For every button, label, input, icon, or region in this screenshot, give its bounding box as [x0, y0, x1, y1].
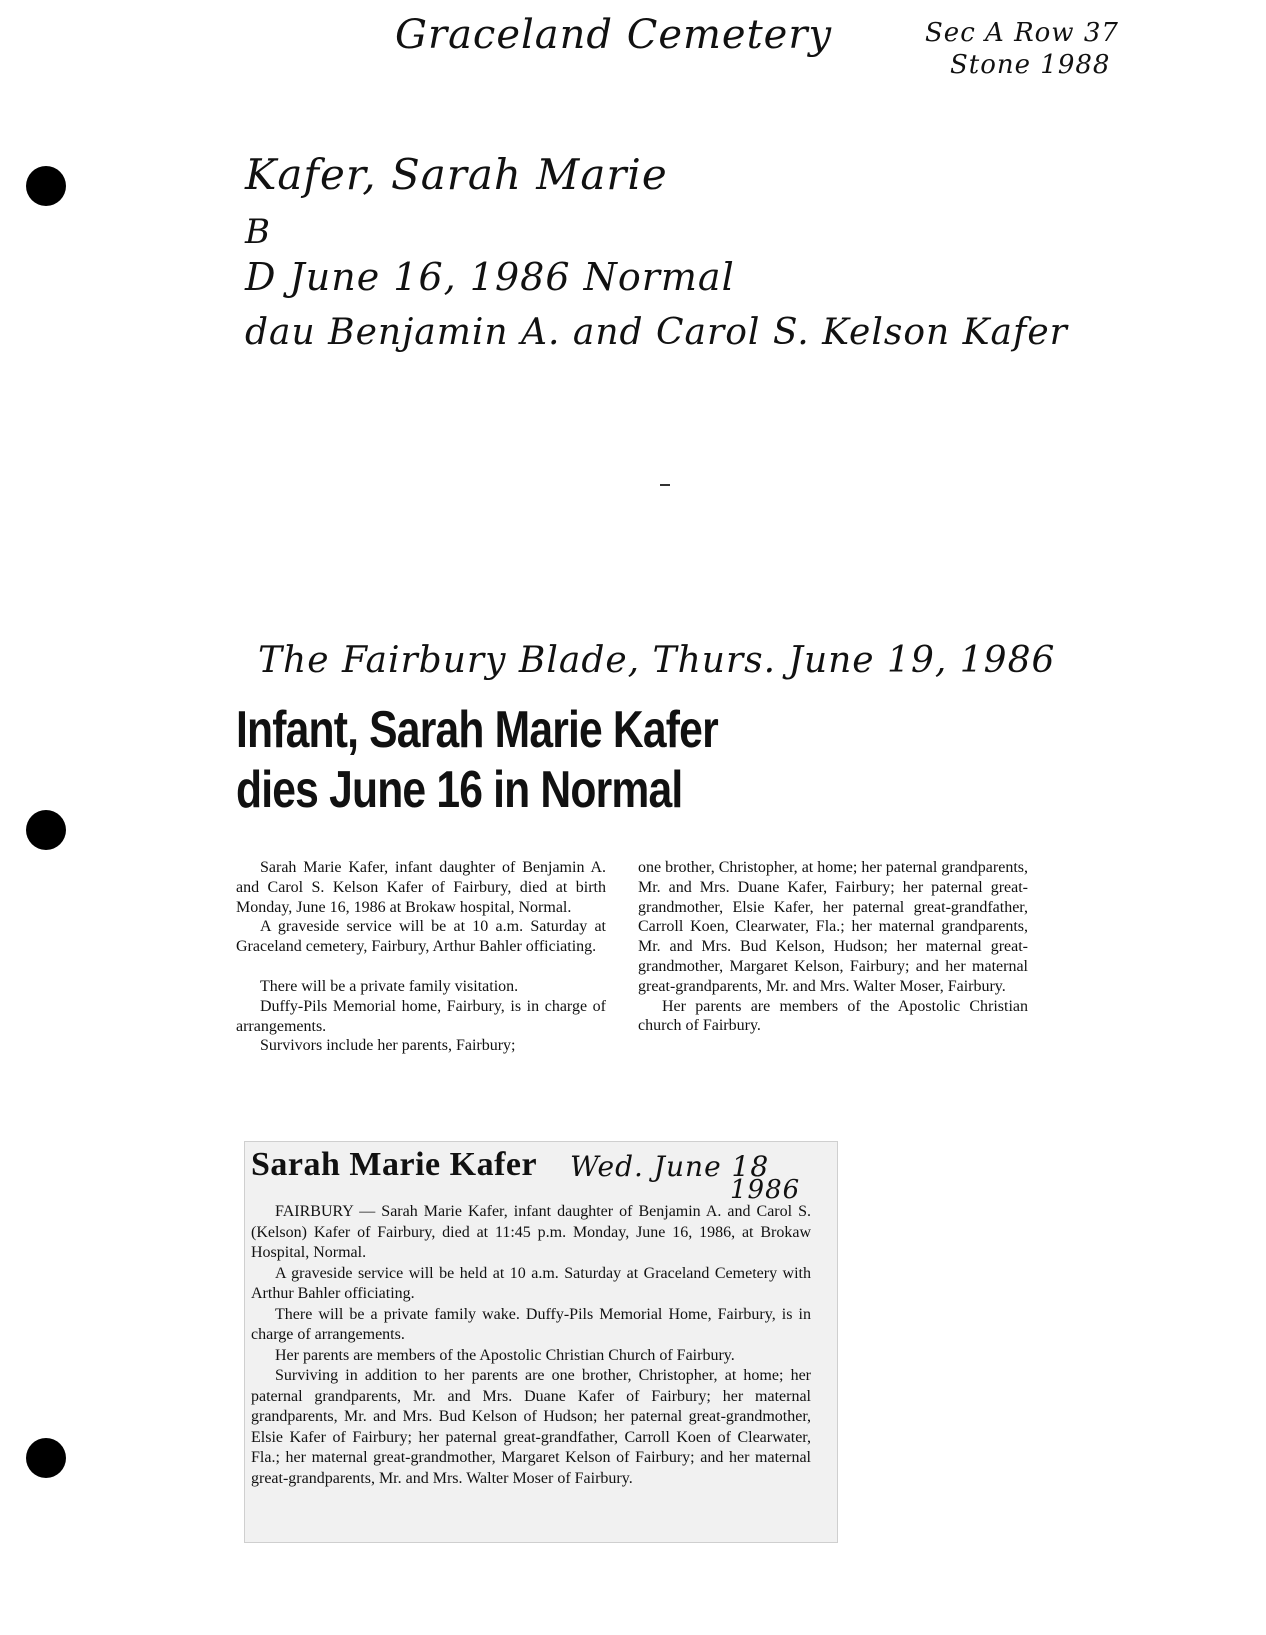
clipping-1-headline: [236, 700, 718, 820]
paragraph: Survivors include her parents, Fairbury;: [260, 1037, 516, 1055]
handwritten-plot-line2: Stone 1988: [950, 50, 1111, 80]
handwritten-source-1: The Fairbury Blade, Thurs. June 19, 1986: [258, 640, 1056, 681]
paragraph: Duffy-Pils Memorial home, Fairbury, is in charge of arrangements.: [236, 997, 606, 1035]
clipping-1-column-2: [638, 858, 1028, 1036]
binder-hole-middle: [26, 810, 66, 850]
paragraph: Her parents are members of the Apostolic Christian church of Fairbury.: [638, 997, 1028, 1035]
clipping-2-headline: Sarah Marie Kafer: [251, 1146, 538, 1183]
handwritten-name: Kafer, Sarah Marie: [245, 150, 668, 199]
paragraph: A graveside service will be at 10 a.m. Saturday at Graceland cemetery, Fairbury, Arthur Bahler officiating.: [236, 918, 606, 956]
paragraph: There will be a private family visitation.: [260, 977, 519, 995]
handwritten-source-2-day: Wed. June 18: [570, 1150, 770, 1183]
paragraph: FAIRBURY — Sarah Marie Kafer, infant daughter of Benjamin A. and Carol S. (Kelson) Kafer of Fairbury, died at 11:45 p.m. Monday, June 16, 1986, at Brokaw Hospital, Normal.: [251, 1203, 811, 1261]
paragraph: There will be a private family wake. Duffy-Pils Memorial Home, Fairbury, is in charge of arrangements.: [251, 1305, 811, 1343]
paragraph: one brother, Christopher, at home; her paternal grandparents, Mr. and Mrs. Duane Kafer, Fairbury; her paternal great-grandmother, Elsie Kafer, her paternal great-grandfather, Carroll Koen, Clearwater, Fla.; her maternal grandparents, Mr. and Mrs. Bud Kelson, Hudson; her maternal great-grandmother, Margaret Kelson, Fairbury; and her maternal great-grandparents, Mr. and Mrs. Walter Moser, Fairbury.: [638, 859, 1028, 995]
paragraph: Sarah Marie Kafer, infant daughter of Benjamin A. and Carol S. Kelson Kafer of Fairbury, died at birth Monday, June 16, 1986 at Brokaw hospital, Normal.: [236, 859, 606, 916]
handwritten-death: D June 16, 1986 Normal: [245, 255, 735, 299]
handwritten-plot-line1: Sec A Row 37: [925, 18, 1119, 48]
clipping-1-column-1: [236, 858, 606, 1056]
paragraph: Surviving in addition to her parents are one brother, Christopher, at home; her paternal grandparents, Mr. and Mrs. Duane Kafer of Fairbury; her maternal grandparents, Mr. and Mrs. Bud Kelson of Hudson; her paternal great-grandmother, Elsie Kafer of Fairbury; her paternal great-grandfather, Carroll Koen of Clearwater, Fla.; her maternal great-grandmother, Margaret Kelson of Fairbury; and her maternal great-grandparents, Mr. and Mrs. Walter Moser of Fairbury.: [251, 1367, 811, 1487]
obituary-clipping-1: [228, 640, 1048, 1120]
binder-hole-bottom: [26, 1438, 66, 1478]
handwritten-source-2-year: 1986: [730, 1175, 801, 1205]
paragraph: A graveside service will be held at 10 a.m. Saturday at Graceland Cemetery with Arthur Bahler officiating.: [251, 1264, 811, 1302]
handwritten-parents: dau Benjamin A. and Carol S. Kelson Kafer: [245, 312, 1068, 353]
stray-mark: [660, 484, 670, 486]
headline-line-1: Infant, Sarah Marie Kafer: [236, 701, 718, 759]
clipping-2-body: [251, 1202, 811, 1489]
headline-line-2: dies June 16 in Normal: [236, 761, 683, 819]
handwritten-cemetery: Graceland Cemetery: [395, 12, 833, 58]
binder-hole-top: [26, 166, 66, 206]
paragraph: Her parents are members of the Apostolic Christian Church of Fairbury.: [275, 1346, 735, 1364]
handwritten-birth: B: [245, 212, 271, 252]
